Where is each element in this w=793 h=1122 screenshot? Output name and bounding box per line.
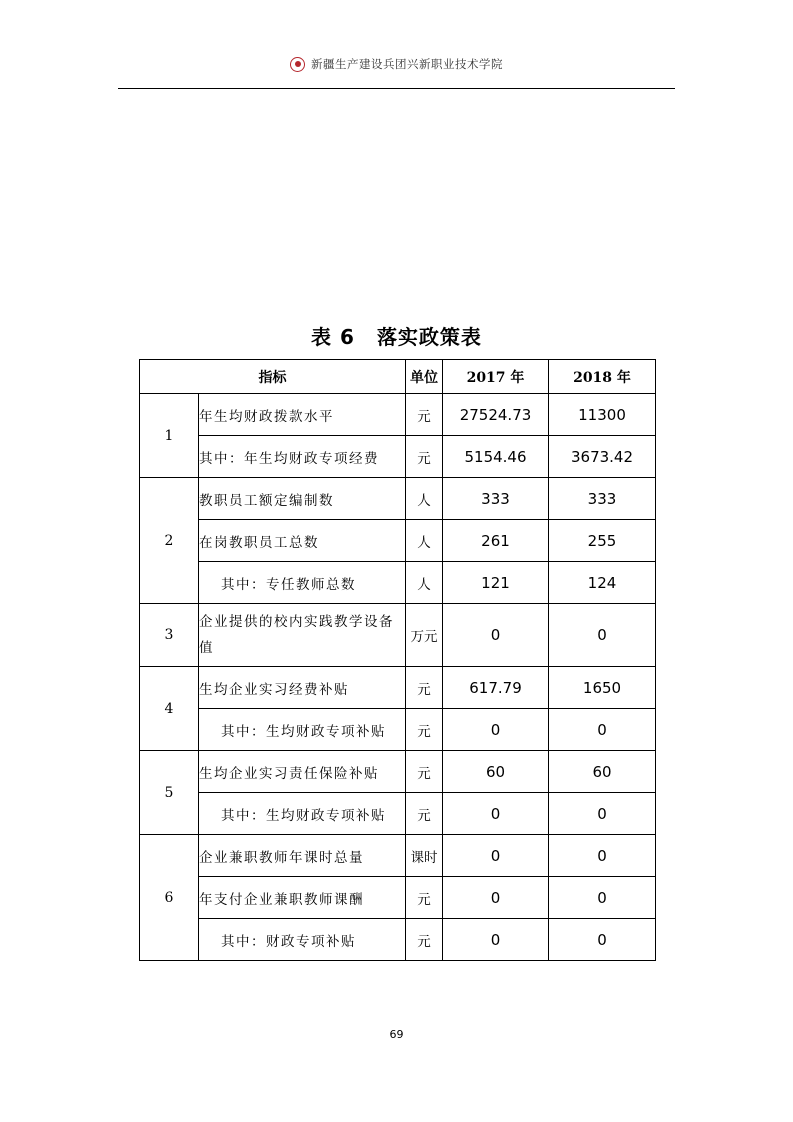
group-number: 2 xyxy=(140,478,199,604)
value-2017: 60 xyxy=(443,751,549,793)
value-2018: 124 xyxy=(549,562,656,604)
value-2018: 3673.42 xyxy=(549,436,656,478)
value-2018: 0 xyxy=(549,793,656,835)
header-unit: 单位 xyxy=(406,360,443,394)
value-2017: 0 xyxy=(443,709,549,751)
unit-cell: 人 xyxy=(406,520,443,562)
group-number: 1 xyxy=(140,394,199,478)
indicator-cell: 教职员工额定编制数 xyxy=(199,478,406,520)
value-2017: 121 xyxy=(443,562,549,604)
indicator-cell: 在岗教职员工总数 xyxy=(199,520,406,562)
group-number: 5 xyxy=(140,751,199,835)
value-2017: 5154.46 xyxy=(443,436,549,478)
value-2018: 0 xyxy=(549,835,656,877)
value-2017: 0 xyxy=(443,877,549,919)
table-row xyxy=(140,667,656,709)
value-2017: 617.79 xyxy=(443,667,549,709)
table-row xyxy=(140,604,656,667)
value-2017: 0 xyxy=(443,919,549,961)
header-2017: 2017 年 xyxy=(443,360,549,394)
unit-cell: 元 xyxy=(406,667,443,709)
group-number: 6 xyxy=(140,835,199,961)
value-2018: 1650 xyxy=(549,667,656,709)
unit-cell: 人 xyxy=(406,478,443,520)
value-2017: 0 xyxy=(443,604,549,667)
table-row xyxy=(140,751,656,793)
table-row xyxy=(140,520,656,562)
policy-table xyxy=(139,359,656,961)
value-2018: 0 xyxy=(549,709,656,751)
table-row xyxy=(140,436,656,478)
header-divider xyxy=(118,88,675,89)
indicator-cell: 企业兼职教师年课时总量 xyxy=(199,835,406,877)
value-2017: 0 xyxy=(443,835,549,877)
group-number: 3 xyxy=(140,604,199,667)
indicator-cell: 其中：财政专项补贴 xyxy=(199,919,406,961)
value-2018: 255 xyxy=(549,520,656,562)
value-2017: 27524.73 xyxy=(443,394,549,436)
value-2018: 0 xyxy=(549,877,656,919)
value-2018: 0 xyxy=(549,919,656,961)
unit-cell: 人 xyxy=(406,562,443,604)
school-logo-icon xyxy=(290,57,305,72)
unit-cell: 课时 xyxy=(406,835,443,877)
value-2017: 261 xyxy=(443,520,549,562)
value-2018: 0 xyxy=(549,604,656,667)
group-number: 4 xyxy=(140,667,199,751)
indicator-cell: 生均企业实习责任保险补贴 xyxy=(199,751,406,793)
value-2017: 333 xyxy=(443,478,549,520)
value-2018: 333 xyxy=(549,478,656,520)
indicator-cell: 企业提供的校内实践教学设备值 xyxy=(199,604,406,667)
value-2018: 11300 xyxy=(549,394,656,436)
unit-cell: 万元 xyxy=(406,604,443,667)
table-row xyxy=(140,562,656,604)
indicator-cell: 生均企业实习经费补贴 xyxy=(199,667,406,709)
table-name: 落实政策表 xyxy=(376,325,482,349)
unit-cell: 元 xyxy=(406,919,443,961)
unit-cell: 元 xyxy=(406,751,443,793)
indicator-cell: 其中：生均财政专项补贴 xyxy=(199,709,406,751)
table-row xyxy=(140,793,656,835)
table-row xyxy=(140,835,656,877)
unit-cell: 元 xyxy=(406,877,443,919)
indicator-cell: 其中：专任教师总数 xyxy=(199,562,406,604)
unit-cell: 元 xyxy=(406,709,443,751)
header-indicator: 指标 xyxy=(140,360,406,394)
table-row xyxy=(140,478,656,520)
table-row xyxy=(140,394,656,436)
indicator-cell: 其中：年生均财政专项经费 xyxy=(199,436,406,478)
page-header xyxy=(0,52,793,76)
indicator-cell: 年生均财政拨款水平 xyxy=(199,394,406,436)
table-row xyxy=(140,709,656,751)
table-row xyxy=(140,877,656,919)
header-2018: 2018 年 xyxy=(549,360,656,394)
unit-cell: 元 xyxy=(406,793,443,835)
value-2017: 0 xyxy=(443,793,549,835)
table-title xyxy=(0,321,793,350)
page-number: 69 xyxy=(389,1028,404,1041)
institution-name: 新疆生产建设兵团兴新职业技术学院 xyxy=(311,57,503,71)
unit-cell: 元 xyxy=(406,436,443,478)
table-row xyxy=(140,919,656,961)
value-2018: 60 xyxy=(549,751,656,793)
table-label: 表 6 xyxy=(311,325,355,349)
indicator-cell: 年支付企业兼职教师课酬 xyxy=(199,877,406,919)
unit-cell: 元 xyxy=(406,394,443,436)
table-header-row xyxy=(140,360,656,394)
indicator-cell: 其中：生均财政专项补贴 xyxy=(199,793,406,835)
